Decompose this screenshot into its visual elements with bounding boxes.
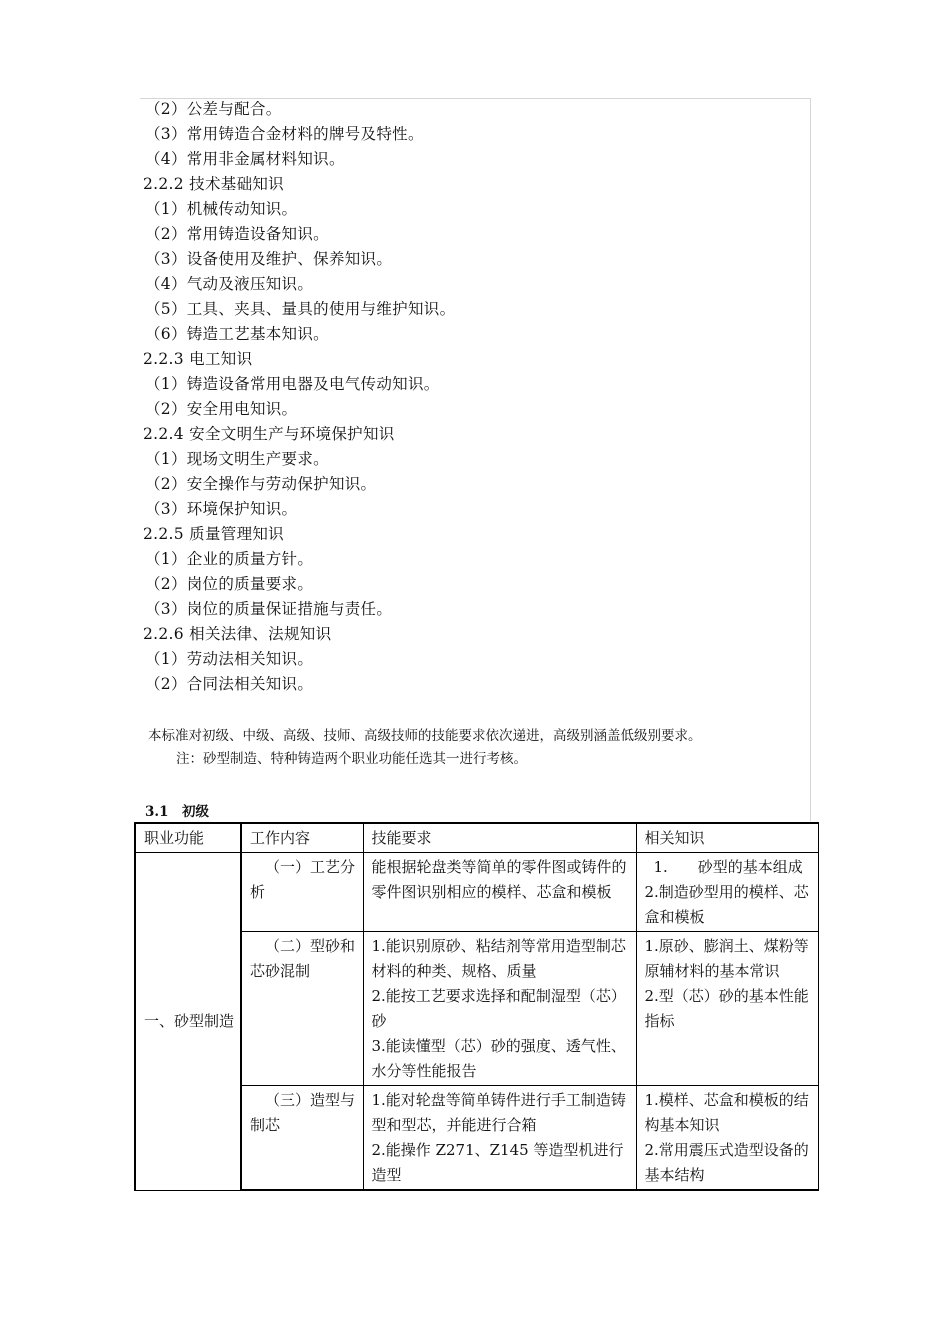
text-line: （2）常用铸造设备知识。 <box>145 225 329 243</box>
knowledge-item: 2.常用震压式造型设备的基本结构 <box>644 1141 809 1184</box>
text-line: （5）工具、夹具、量具的使用与维护知识。 <box>145 300 456 318</box>
text-line: （2）安全操作与劳动保护知识。 <box>145 475 377 493</box>
section-title: 3.1 初级 <box>145 804 209 820</box>
text-line: （2）岗位的质量要求。 <box>145 575 314 593</box>
text-line: （1）机械传动知识。 <box>145 200 298 218</box>
text-line: （4）气动及液压知识。 <box>145 275 314 293</box>
text-line: （1）铸造设备常用电器及电气传动知识。 <box>145 375 440 393</box>
skills-cell <box>363 853 636 932</box>
subsection-heading: 2.2.4 安全文明生产与环境保护知识 <box>143 425 395 443</box>
skill-item: 1.能对轮盘等简单铸件进行手工制造铸型和型芯，并能进行合箱 <box>371 1091 626 1134</box>
header-cell: 技能要求 <box>363 823 636 853</box>
skills-cell <box>363 932 636 1086</box>
knowledge-item: 1. 砂型的基本组成 <box>653 858 803 876</box>
text-line: （3）常用铸造合金材料的牌号及特性。 <box>145 125 424 143</box>
content-cell: （一）工艺分析 <box>241 853 363 932</box>
content-cell: （二）型砂和芯砂混制 <box>241 932 363 1086</box>
table-row <box>135 853 818 932</box>
text-line: （2）合同法相关知识。 <box>145 675 314 693</box>
exam-note: 注：砂型制造、特种铸造两个职业功能任选其一进行考核。 <box>176 751 527 767</box>
subsection-heading: 2.2.2 技术基础知识 <box>143 175 284 193</box>
subsection-heading: 2.2.6 相关法律、法规知识 <box>143 625 332 643</box>
knowledge-item: 1.模样、芯盒和模板的结构基本知识 <box>644 1091 809 1134</box>
text-line: （4）常用非金属材料知识。 <box>145 150 345 168</box>
knowledge-item: 2.型（芯）砂的基本性能指标 <box>644 987 809 1030</box>
syllabus-text <box>145 97 805 697</box>
skills-cell <box>363 1086 636 1191</box>
header-cell: 职业功能 <box>135 823 241 853</box>
text-line: （1）劳动法相关知识。 <box>145 650 314 668</box>
skill-item: 2.能按工艺要求选择和配制湿型（芯）砂 <box>371 987 626 1030</box>
knowledge-item: 2.制造砂型用的模样、芯盒和模板 <box>644 883 809 926</box>
subsection-heading: 2.2.3 电工知识 <box>143 350 253 368</box>
knowledge-cell <box>636 932 818 1086</box>
skill-item: 2.能操作 Z271、Z145 等造型机进行造型 <box>371 1141 624 1184</box>
skills-table <box>134 822 819 1191</box>
standard-note: 本标准对初级、中级、高级、技师、高级技师的技能要求依次递进，高级别涵盖低级别要求。 <box>148 728 702 744</box>
skill-item: 1.能识别原砂、粘结剂等常用造型制芯材料的种类、规格、质量 <box>371 937 626 980</box>
text-line: （3）设备使用及维护、保养知识。 <box>145 250 393 268</box>
text-line: （2）安全用电知识。 <box>145 400 298 418</box>
skill-item: 能根据轮盘类等简单的零件图或铸件的零件图识别相应的模样、芯盒和模板 <box>371 858 627 901</box>
header-cell: 相关知识 <box>636 823 818 853</box>
text-line: （3）岗位的质量保证措施与责任。 <box>145 600 393 618</box>
header-cell: 工作内容 <box>241 823 363 853</box>
function-cell: 一、砂型制造 <box>135 853 241 1191</box>
table-header-row <box>135 823 818 853</box>
subsection-heading: 2.2.5 质量管理知识 <box>143 525 284 543</box>
text-line: （2）公差与配合。 <box>145 100 282 118</box>
content-cell: （三）造型与制芯 <box>241 1086 363 1191</box>
text-line: （1）现场文明生产要求。 <box>145 450 329 468</box>
knowledge-cell <box>636 1086 818 1191</box>
text-line: （1）企业的质量方针。 <box>145 550 314 568</box>
text-line: （6）铸造工艺基本知识。 <box>145 325 329 343</box>
text-line: （3）环境保护知识。 <box>145 500 298 518</box>
knowledge-item: 1.原砂、膨润土、煤粉等原辅材料的基本常识 <box>644 937 809 980</box>
skill-item: 3.能读懂型（芯）砂的强度、透气性、水分等性能报告 <box>371 1037 626 1080</box>
knowledge-cell <box>636 853 818 932</box>
